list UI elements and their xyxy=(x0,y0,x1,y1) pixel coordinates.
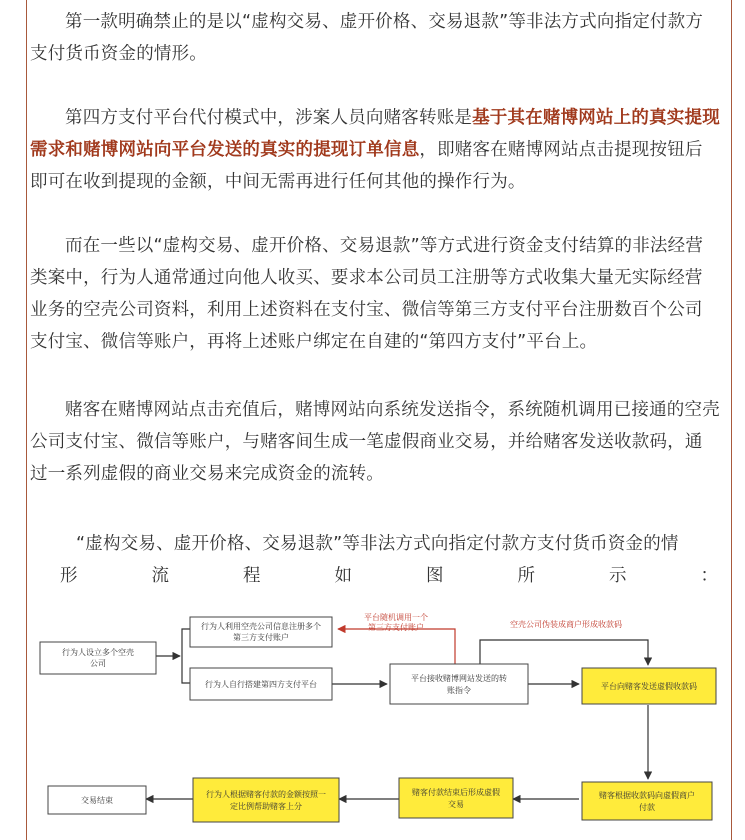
svg-text:定比例帮助赌客上分: 定比例帮助赌客上分 xyxy=(230,802,302,811)
paragraph-3: 而在一些以“虚构交易、虚开价格、交易退款”等方式进行资金支付结算的非法经营类案中，行为人通常通过向他人收买、要求本公司员工注册等方式收集大量无实际经营业务的空壳公司资料，利用上述资料在支付宝、微信等第三方支付平台注册数百个公司支付宝、微信等账户，再将上述账户绑定在自建的“第四方支付”平台上。 xyxy=(30,236,704,352)
paragraph-2 xyxy=(30,102,720,198)
spread-char: 流 xyxy=(151,566,169,586)
svg-text:赌客根据收款码向虚假商户: 赌客根据收款码向虚假商户 xyxy=(599,791,695,800)
paragraph-5-spread-line xyxy=(60,560,718,592)
spread-char: ： xyxy=(700,566,718,586)
svg-text:赌客付款结束后形成虚假: 赌客付款结束后形成虚假 xyxy=(412,788,500,797)
flow-label-fake xyxy=(510,619,622,629)
flow-label-random xyxy=(364,612,428,632)
flow-node-end xyxy=(48,786,146,814)
paragraph-5: “虚构交易、虚开价格、交易退款”等非法方式向指定付款方支付货币资金的情 xyxy=(76,534,679,554)
paragraph-2-end: ，即赌客在赌博网站点击提现按钮后即可在收到提现的金额，中间无需再进行任何其他的操作行为。 xyxy=(30,140,703,192)
svg-text:行为人设立多个空壳: 行为人设立多个空壳 xyxy=(62,648,134,657)
svg-text:行为人根据赌客付款的金额按照一: 行为人根据赌客付款的金额按照一 xyxy=(206,790,326,799)
paragraph-2-highlight: 基于其在赌博网站上的真实提现需求和赌博网站向平台发送的真实的提现订单信息 xyxy=(30,108,720,160)
paragraph-2-start: 第四方支付平台代付模式中，涉案人员向赌客转账是 xyxy=(65,108,473,128)
flow-node-receive xyxy=(390,664,528,704)
spread-char: 形 xyxy=(60,566,78,586)
svg-text:账指令: 账指令 xyxy=(447,686,471,695)
flow-node-split xyxy=(193,778,339,822)
flow-connectors xyxy=(146,629,648,799)
flow-node-pay xyxy=(582,782,712,820)
spread-char: 程 xyxy=(243,566,261,586)
svg-text:付款: 付款 xyxy=(639,803,655,812)
svg-text:平台随机调用一个: 平台随机调用一个 xyxy=(364,613,428,622)
flow-node-start xyxy=(40,642,156,674)
flowchart xyxy=(0,598,745,840)
svg-text:行为人自行搭建第四方支付平台: 行为人自行搭建第四方支付平台 xyxy=(205,680,317,689)
svg-text:公司: 公司 xyxy=(90,659,106,668)
flow-node-bind xyxy=(190,668,332,700)
svg-text:空壳公司伪装成商户形成收款码: 空壳公司伪装成商户形成收款码 xyxy=(510,620,622,629)
flow-node-register xyxy=(190,617,332,647)
flow-node-generate xyxy=(399,778,513,818)
svg-text:第三方支付账户: 第三方支付账户 xyxy=(368,623,424,632)
spread-char: 示 xyxy=(609,566,627,586)
paragraph-4: 赌客在赌博网站点击充值后，赌博网站向系统发送指令，系统随机调用已接通的空壳公司支付宝、微信等账户，与赌客间生成一笔虚假商业交易，并给赌客发送收款码，通过一系列虚假的商业交易来完成资金的流转。 xyxy=(30,400,720,484)
svg-text:交易: 交易 xyxy=(448,800,464,809)
spread-char: 如 xyxy=(334,566,352,586)
svg-text:第三方支付账户: 第三方支付账户 xyxy=(233,633,289,642)
paragraph-1: 第一款明确禁止的是以“虚构交易、虚开价格、交易退款”等非法方式向指定付款方支付货币资金的情形。 xyxy=(30,12,704,64)
flow-node-send-code xyxy=(582,668,716,704)
svg-text:平台接收赌博网站发送的转: 平台接收赌博网站发送的转 xyxy=(411,674,507,683)
spread-char: 所 xyxy=(517,566,535,586)
svg-text:平台向赌客发送虚假收款码: 平台向赌客发送虚假收款码 xyxy=(601,682,697,691)
svg-text:行为人利用空壳公司信息注册多个: 行为人利用空壳公司信息注册多个 xyxy=(201,622,321,631)
spread-char: 图 xyxy=(426,566,444,586)
svg-text:交易结束: 交易结束 xyxy=(81,796,113,805)
